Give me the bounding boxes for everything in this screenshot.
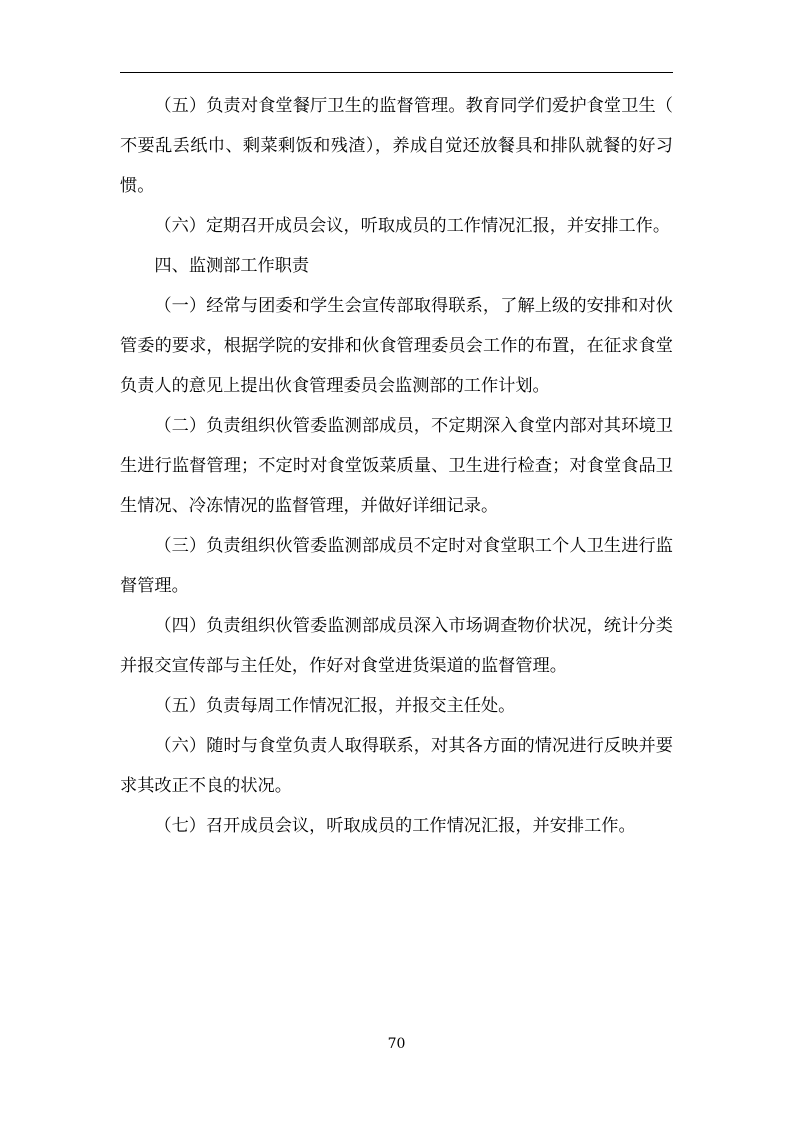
- paragraph-monitoring-5: （五）负责每周工作情况汇报，并报交主任处。: [154, 696, 516, 716]
- page-number: 70: [387, 1036, 406, 1052]
- paragraph-monitoring-3: （三）负责组织伙管委监测部成员不定时对食堂职工个人卫生进行监督管理。: [120, 536, 673, 596]
- paragraph-member-meeting: （六）定期召开成员会议，听取成员的工作情况汇报，并安排工作。: [154, 216, 671, 236]
- paragraph-monitoring-6: （六）随时与食堂负责人取得联系，对其各方面的情况进行反映并要求其改正不良的状况。: [120, 736, 673, 796]
- paragraph-canteen-hygiene: （五）负责对食堂餐厅卫生的监督管理。教育同学们爱护食堂卫生（不要乱丢纸巾、剩菜剩饭和残渣），养成自觉还放餐具和排队就餐的好习惯。: [120, 96, 673, 196]
- document-body: [120, 86, 673, 846]
- paragraph-monitoring-4: （四）负责组织伙管委监测部成员深入市场调查物价状况，统计分类并报交宣传部与主任处，作好对食堂进货渠道的监督管理。: [120, 616, 673, 676]
- header-rule: [120, 72, 673, 73]
- paragraph-monitoring-2: （二）负责组织伙管委监测部成员，不定期深入食堂内部对其环境卫生进行监督管理；不定时对食堂饭菜质量、卫生进行检查；对食堂食品卫生情况、冷冻情况的监督管理，并做好详细记录。: [120, 416, 673, 516]
- section-heading-monitoring-dept: 四、监测部工作职责: [154, 256, 310, 276]
- paragraph-monitoring-1: （一）经常与团委和学生会宣传部取得联系，了解上级的安排和对伙管委的要求，根据学院的安排和伙食管理委员会工作的布置，在征求食堂负责人的意见上提出伙食管理委员会监测部的工作计划。: [120, 296, 673, 396]
- paragraph-monitoring-7: （七）召开成员会议，听取成员的工作情况汇报，并安排工作。: [154, 816, 636, 836]
